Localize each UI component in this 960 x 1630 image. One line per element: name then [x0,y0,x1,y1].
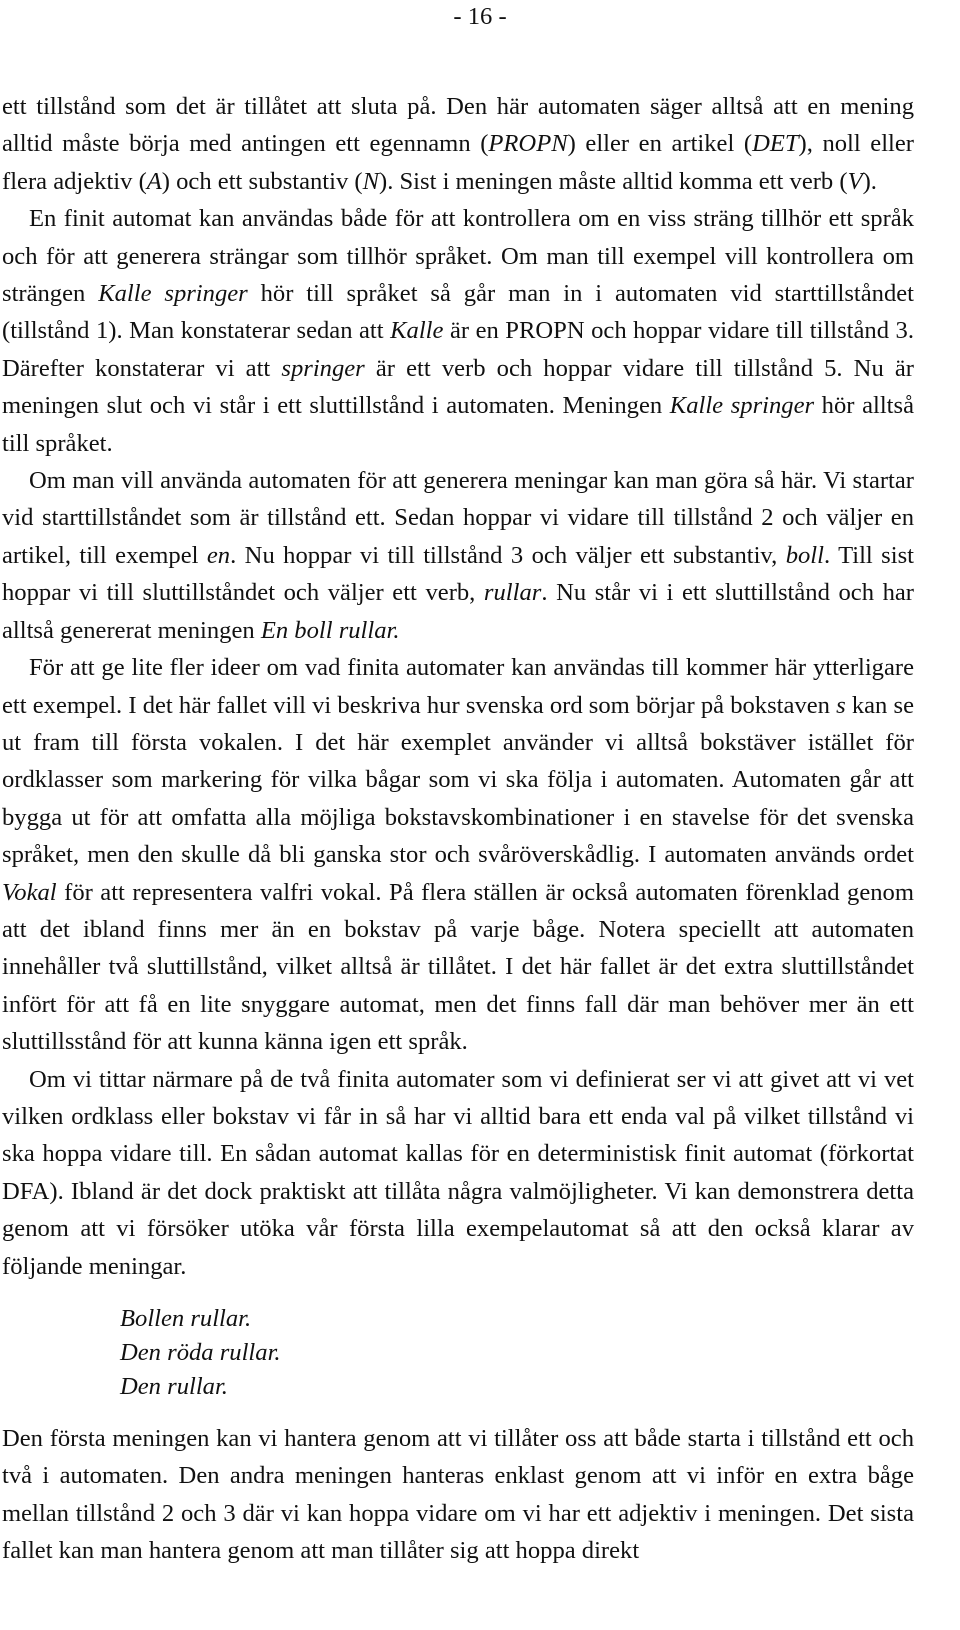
paragraph-2: En finit automat kan användas både för att kontrollera om en viss sträng tillhör ett språk och för att generera strängar som tillhör språket. Om man till exempel vill kontrollera om strängen Kalle springer hör till språket så går man in i automaten vid starttillståndet (tillstånd 1). Man konstaterar sedan att Kalle är en PROPN och hoppar vidare till tillstånd 3. Därefter konstaterar vi att springer är ett verb och hoppar vidare till tillstånd 5. Nu är meningen slut och vi står i ett sluttillstånd i automaten. Meningen Kalle springer hör alltså till språket. [2,205,914,457]
paragraph-1: ett tillstånd som det är tillåtet att sluta på. Den här automaten säger alltså att en mening alltid måste börja med antingen ett egennamn (PROPN) eller en artikel (DET), noll eller flera adjektiv (A) och ett substantiv (N). Sist i meningen måste alltid komma ett verb (V). [2,93,914,195]
paragraph-4: För att ge lite fler ideer om vad finita automater kan användas till kommer här ytterligare ett exempel. I det här fallet vill vi beskriva hur svenska ord som börjar på bokstaven s kan se ut fram till första vokalen. I det här exemplet använder vi alltså bokstäver istället för ordklasser som markering för vilka bågar som vi ska följa i automaten. Automaten går att bygga ut för att omfatta alla möjliga bokstavskombinationer i en stavelse för det svenska språket, men den skulle då bli ganska stor och svåröverskådlig. I automaten används ordet Vokal för att representera valfri vokal. På flera ställen är också automaten förenklad genom att det ibland finns mer än en bokstav på varje båge. Notera speciellt att automaten innehåller två sluttillstånd, vilket alltså är tillåtet. I det här fallet är det extra sluttillståndet infört för att få en lite snyggare automat, men det finns fall där man behöver mer än ett sluttillsstånd för att kunna känna igen ett språk. [2,654,914,1056]
example-sentence: Bollen rullar. [120,1305,252,1332]
example-sentence: Den rullar. [120,1373,228,1400]
italic-term: V [847,167,863,195]
italic-term: en [206,541,231,569]
italic-term: En boll rullar. [260,616,400,644]
italic-term: PROPN [488,130,568,158]
italic-term: boll [785,541,824,569]
italic-term: A [146,167,162,195]
page-number: - 16 - [453,3,507,30]
italic-term: s [836,691,846,719]
italic-term: springer [281,354,365,382]
italic-term: DET [752,130,799,158]
example-sentence: Den röda rullar. [120,1339,281,1366]
paragraph-5: Om vi tittar närmare på de två finita automater som vi definierat ser vi att givet att vi vet vilken ordklass eller bokstav vi får in så har vi alltid bara ett enda val på vilket tillstånd vi ska hoppa vidare till. En sådan automat kallas för en deterministisk finit automat (förkortat DFA). Ibland är det dock praktiskt att tillåta några valmöjligheter. Vi kan demonstrera detta genom att vi försöker utöka vår första lilla exempelautomat så att den också klarar av följande meningar. [2,1065,914,1280]
italic-term: N [362,167,380,195]
italic-term: Kalle [390,317,444,345]
body-text [2,88,914,1570]
example-sentences [120,1302,914,1404]
paragraph-final: Den första meningen kan vi hantera genom att vi tillåter oss att både starta i tillstånd ett och två i automaten. Den andra meningen hanteras enklast genom att vi inför en extra båge mellan tillstånd 2 och 3 där vi kan hoppa vidare om vi har ett adjektiv i meningen. Det sista fallet kan man hantera genom att man tillåter sig att hoppa direkt [2,1425,914,1565]
italic-term: rullar [483,579,542,607]
paragraph-3: Om man vill använda automaten för att generera meningar kan man göra så här. Vi startar vid starttillståndet som är tillstånd ett. Sedan hoppar vi vidare till tillstånd 2 och väljer en artikel, till exempel en. Nu hoppar vi till tillstånd 3 och väljer ett substantiv, boll. Till sist hoppar vi till sluttillståndet och väljer ett verb, rullar. Nu står vi i ett sluttillstånd och har alltså genererat meningen En boll rullar. [2,467,914,644]
italic-term: Vokal [2,878,57,906]
italic-term: Kalle springer [98,280,248,308]
italic-term: Kalle springer [669,392,815,420]
